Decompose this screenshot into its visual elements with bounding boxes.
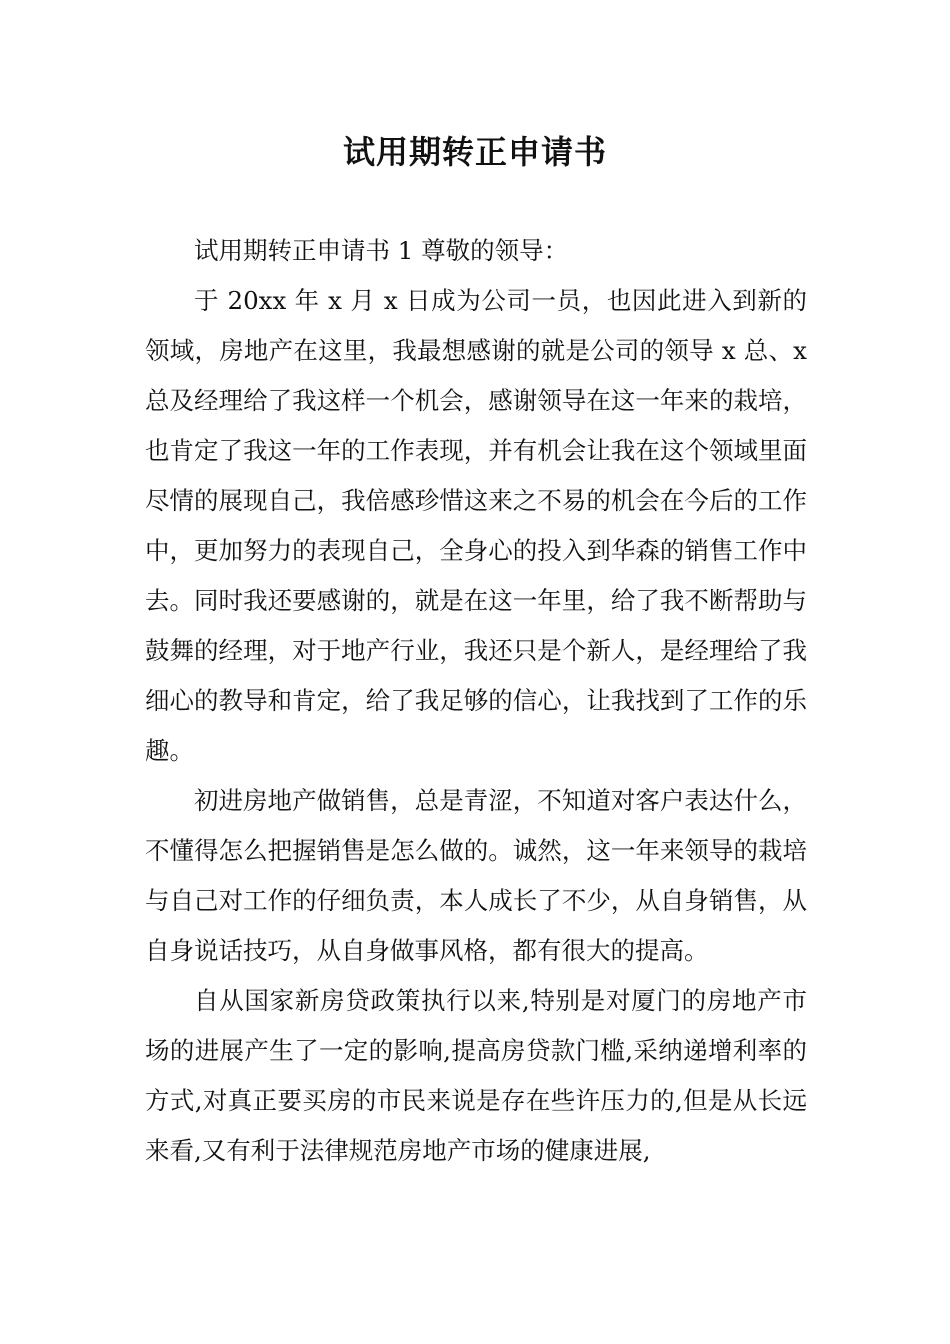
body-paragraph: 初进房地产做销售，总是青涩，不知道对客户表达什么，不懂得怎么把握销售是怎么做的。诚然，这一年来领导的栽培与自己对工作的仔细负责，本人成长了不少，从自身销售，从自身说话技巧，从自身做事风格，都有很大的提高。: [145, 786, 807, 965]
salutation-paragraph: 试用期转正申请书 1 尊敬的领导：: [194, 236, 569, 265]
body-paragraph: 于 20xx 年 x 月 x 日成为公司一员，也因此进入到新的领域，房地产在这里，我最想感谢的就是公司的领导 x 总、x 总及经理给了我这样一个机会，感谢领导在这一年来的栽培，也肯定了我这一年的工作表现，并有机会让我在这个领域里面尽情的展现自己，我倍感珍惜这来之不易的机会在今后的工作中，更加努力的表现自己，全身心的投入到华森的销售工作中去。同时我还要感谢的，就是在这一年里，给了我不断帮助与鼓舞的经理，对于地产行业，我还只是个新人，是经理给了我细心的教导和肯定，给了我足够的信心，让我找到了工作的乐趣。: [145, 286, 807, 765]
body-paragraph: 自从国家新房贷政策执行以来,特别是对厦门的房地产市场的进展产生了一定的影响,提高房贷款门槛,采纳递增利率的方式,对真正要买房的市民来说是存在些许压力的,但是从长远来看,又有利于法律规范房地产市场的健康进展,: [145, 986, 807, 1165]
document-title: 试用期转正申请书: [342, 133, 607, 171]
document-body: [145, 226, 807, 1176]
